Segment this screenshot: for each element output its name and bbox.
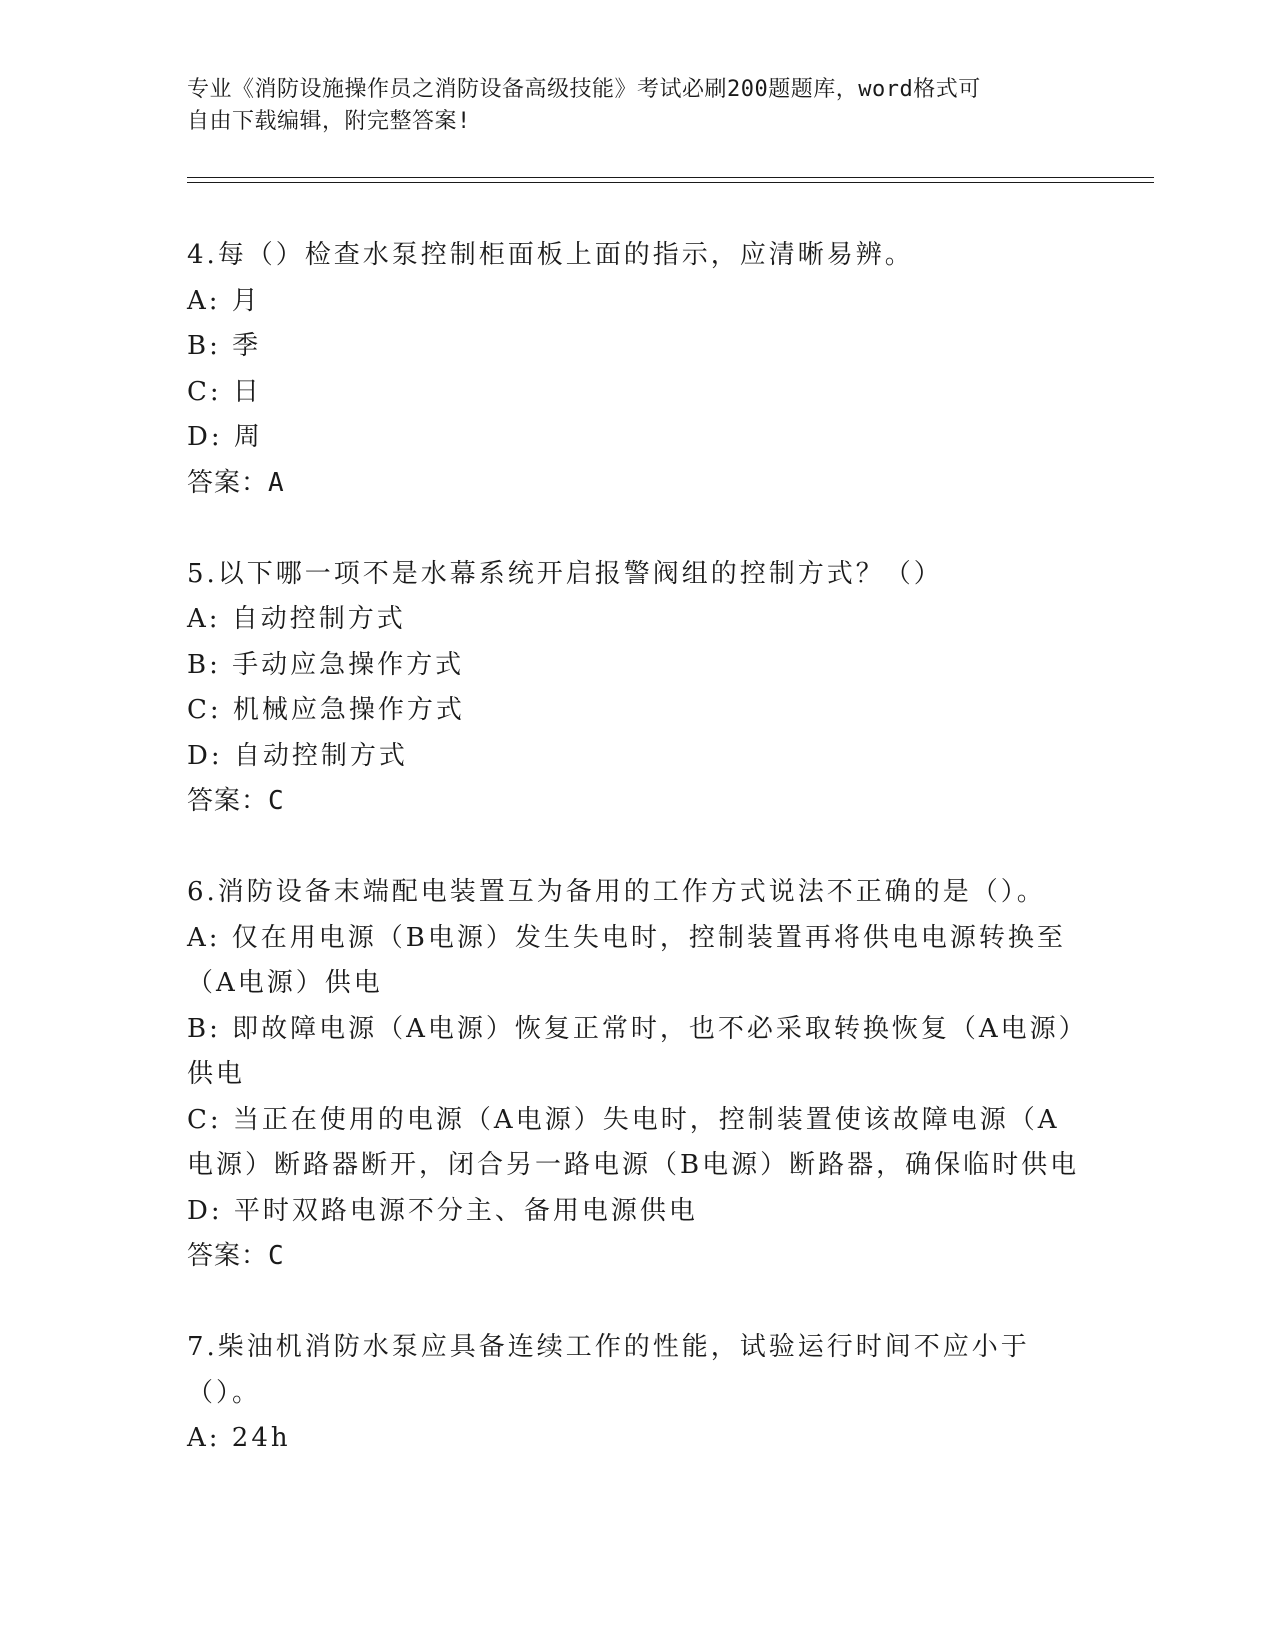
document-header [187,74,1067,138]
option-a: A: 月 [187,285,261,316]
option-d: D: 自动控制方式 [187,740,408,771]
answer-text: 答案：C [187,786,285,816]
option-b: B: 季 [187,331,262,361]
option-d: D: 平时双路电源不分主、备用电源供电 [187,1195,698,1226]
answer-text: 答案：C [187,1241,285,1271]
question-7 [187,1325,1087,1462]
header-rule-top [187,177,1154,178]
answer-text: 答案：A [187,467,285,498]
option-a: A: 24h [187,1423,291,1453]
question-stem: 5.以下哪一项不是水幕系统开启报警阀组的控制方式？（） [187,558,943,589]
question-stem: 7.柴油机消防水泵应具备连续工作的性能，试验运行时间不应小于（）。 [187,1332,1030,1408]
option-a: A: 自动控制方式 [187,604,406,634]
option-c: C: 日 [187,376,262,407]
question-stem: 4.每（）检查水泵控制柜面板上面的指示，应清晰易辨。 [187,240,914,270]
header-line-2: 自由下载编辑，附完整答案! [187,109,471,134]
option-b: B: 手动应急操作方式 [187,649,465,680]
option-b: B: 即故障电源（A电源）恢复正常时，也不必采取转换恢复（A电源）供电 [187,1013,1075,1089]
header-line-1: 专业《消防设施操作员之消防设备高级技能》考试必刷200题题库，word格式可 [187,77,981,102]
option-c: C: 当正在使用的电源（A电源）失电时，控制装置使该故障电源（A电源）断路器断开，闭合另一路电源（B电源）断路器，确保临时供电 [187,1104,1080,1180]
option-c: C: 机械应急操作方式 [187,695,465,725]
question-5 [187,552,1087,825]
question-6 [187,870,1087,1280]
option-d: D: 周 [187,422,263,452]
question-list [187,233,1087,1462]
question-stem: 6.消防设备末端配电装置互为备用的工作方式说法不正确的是（）。 [187,877,1046,907]
option-a: A: 仅在用电源（B电源）发生失电时，控制装置再将供电电源转换至（A电源）供电 [187,922,1066,998]
header-rule-bottom [187,182,1154,183]
question-4 [187,233,1087,506]
